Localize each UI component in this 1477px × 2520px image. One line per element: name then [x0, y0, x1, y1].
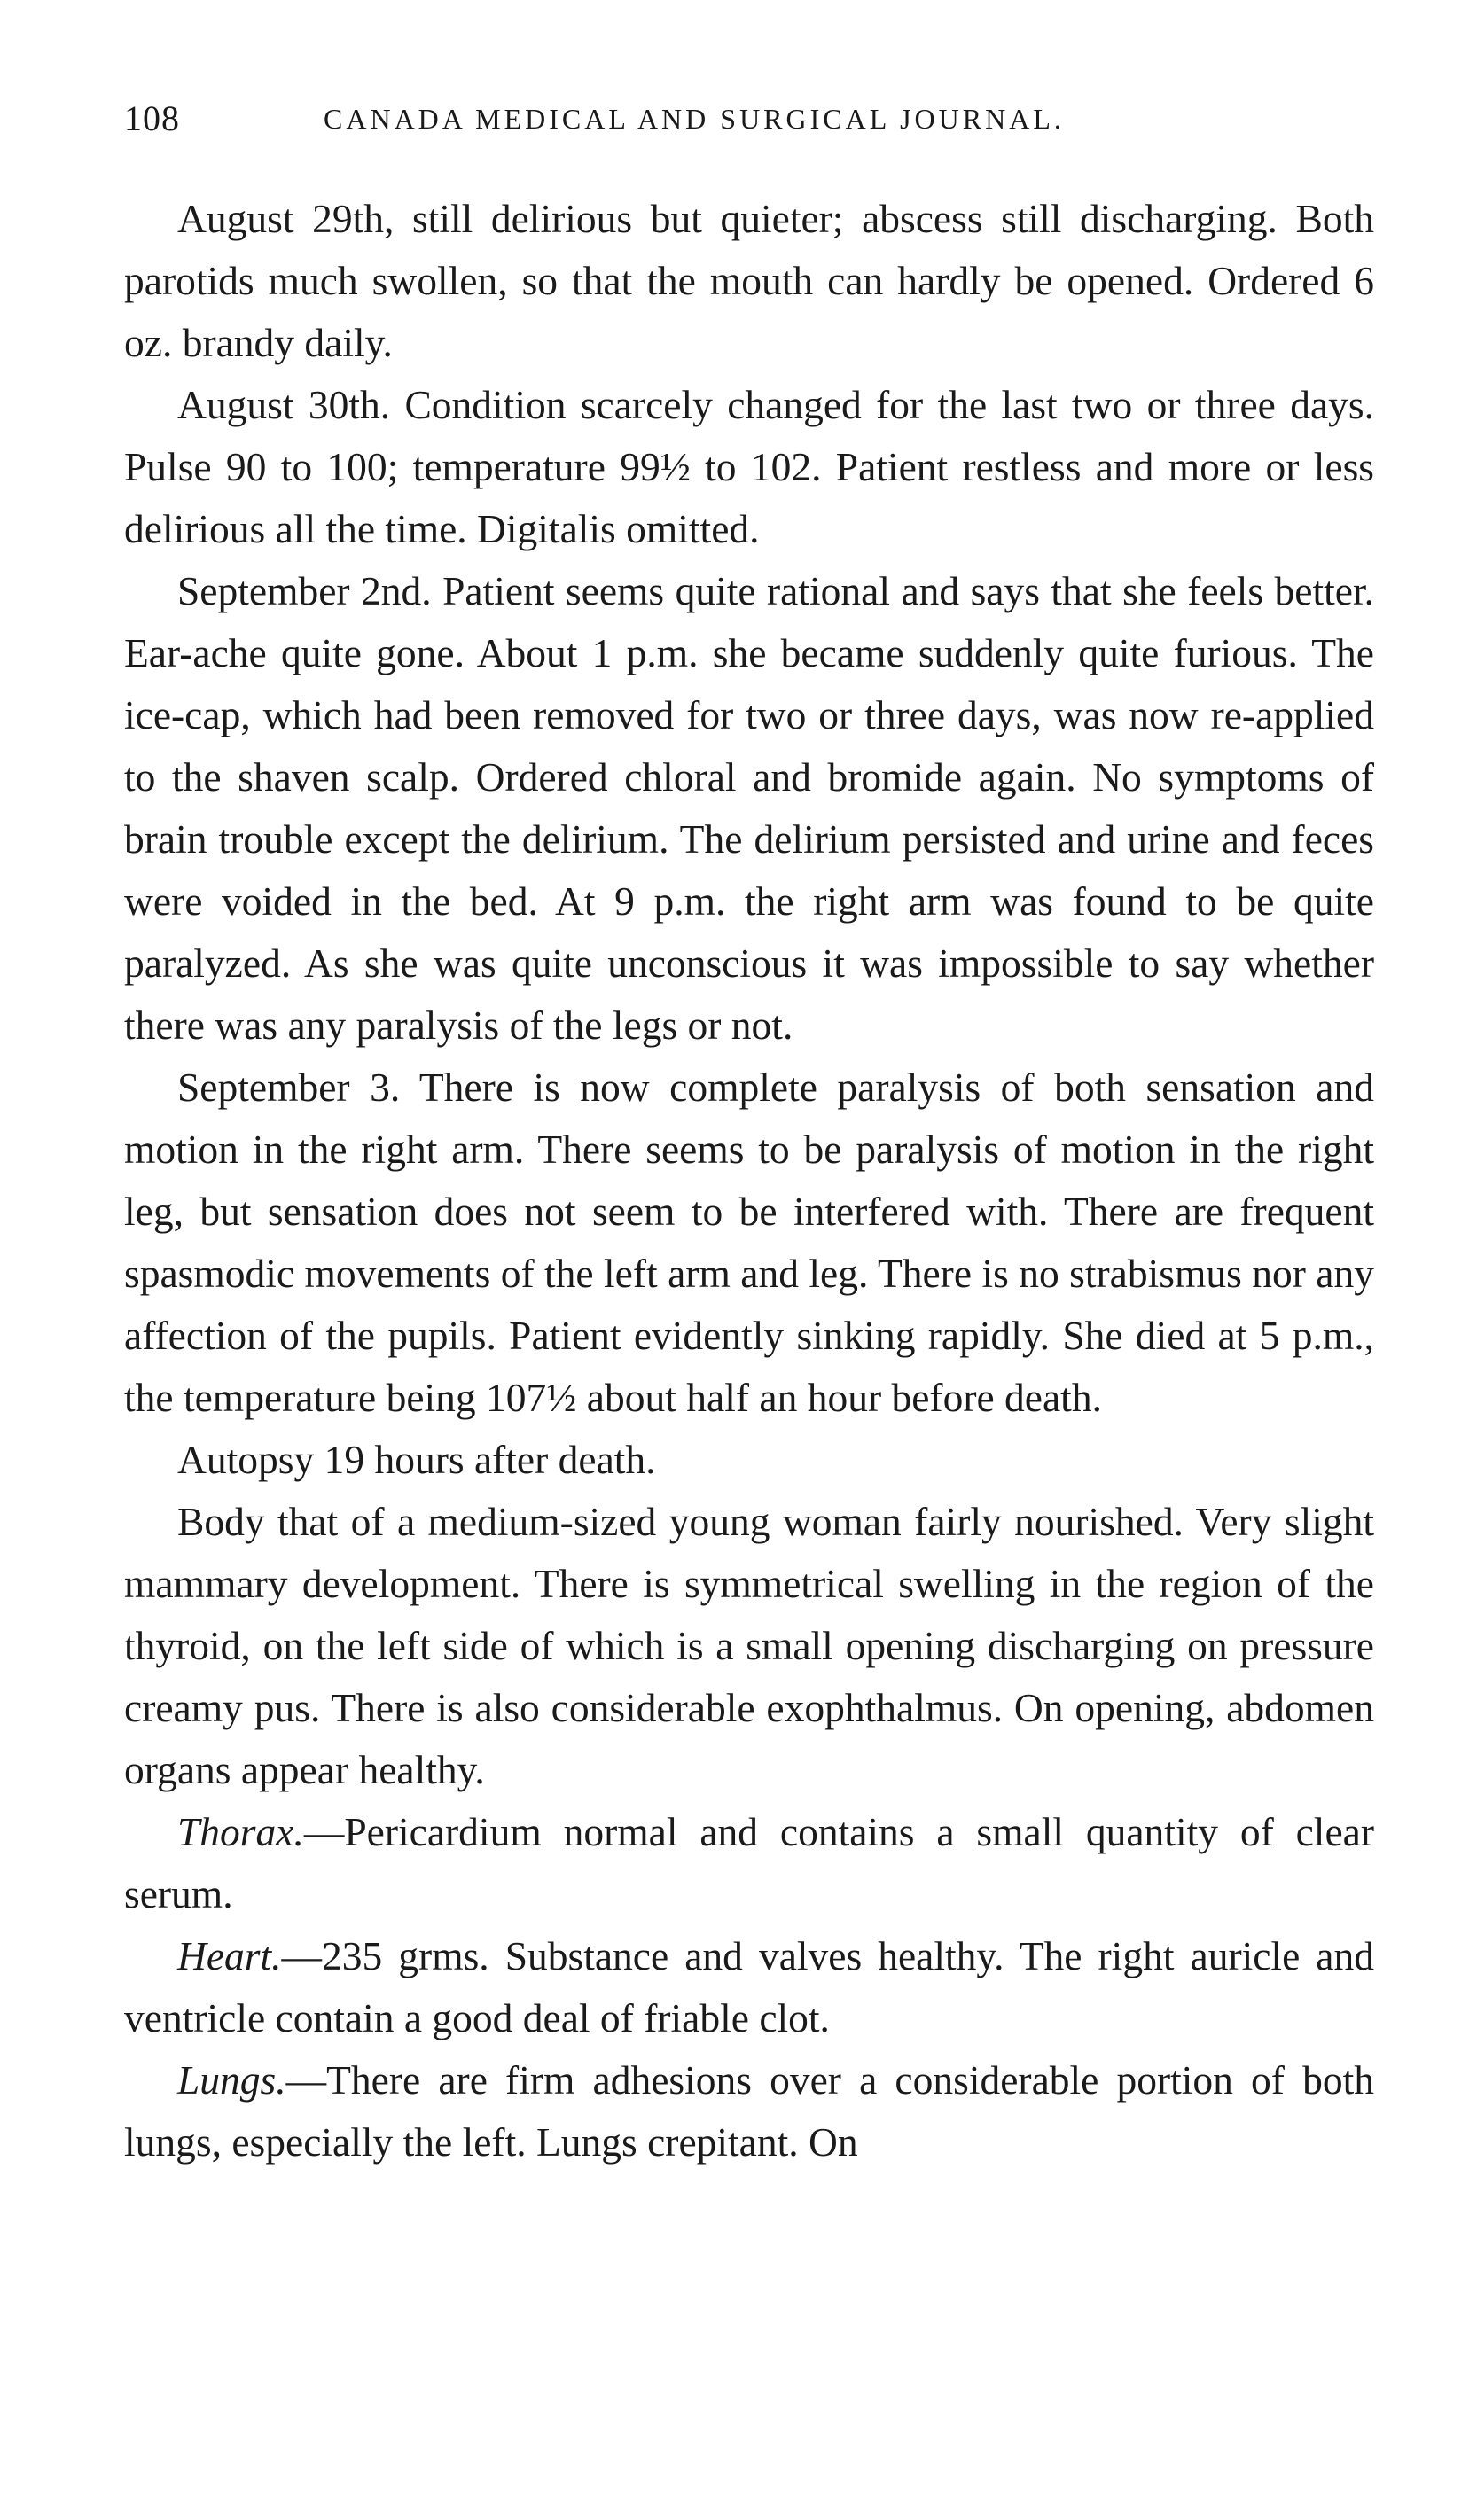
paragraph-text: —Pericardium normal and contains a small quantity of clear serum. — [124, 1809, 1374, 1916]
paragraph-text: —235 grms. Substance and valves healthy. The right auricle and ventricle contain a good deal of friable clot. — [124, 1933, 1374, 2040]
paragraph-text: —There are firm adhesions over a considerable portion of both lungs, especially the left. Lungs crepitant. On — [124, 2057, 1374, 2165]
paragraph-text: August 29th, still delirious but quieter; abscess still discharging. Both parotids much swollen, so that the mouth can hardly be opened. Ordered 6 oz. brandy daily. — [124, 196, 1374, 365]
paragraph-sep-3 — [124, 1057, 1374, 1429]
paragraph-heart — [124, 1925, 1374, 2049]
section-lead-thorax: Thorax. — [177, 1809, 304, 1854]
page-header — [124, 89, 1374, 151]
paragraph-aug-30 — [124, 374, 1374, 560]
paragraph-text: September 2nd. Patient seems quite rational and says that she feels better. Ear-ache quite gone. About 1 p.m. she became suddenly quite furious. The ice-cap, which had been removed for two or three days, was now re-applied to the shaven scalp. Ordered chloral and bromide again. No symptoms of brain trouble except the delirium. The delirium persisted and urine and feces were voided in the bed. At 9 p.m. the right arm was found to be quite paralyzed. As she was quite unconscious it was impossible to say whether there was any paralysis of the legs or not. — [124, 568, 1374, 1048]
paragraph-text: September 3. There is now complete paralysis of both sensation and motion in the right arm. There seems to be paralysis of motion in the right leg, but sensation does not seem to be interfered with. There are frequent spasmodic movements of the left arm and leg. There is no strabismus nor any affection of the pupils. Patient evidently sinking rapidly. She died at 5 p.m., the temperature being 107½ about half an hour before death. — [124, 1065, 1374, 1420]
paragraph-text: Autopsy 19 hours after death. — [177, 1437, 656, 1482]
paragraph-thorax — [124, 1801, 1374, 1925]
section-lead-lungs: Lungs. — [177, 2057, 286, 2103]
paragraph-body — [124, 1491, 1374, 1801]
document-page — [124, 89, 1374, 2482]
section-lead-heart: Heart. — [177, 1933, 282, 1978]
paragraph-sep-2 — [124, 560, 1374, 1057]
paragraph-aug-29 — [124, 188, 1374, 374]
running-title: CANADA MEDICAL AND SURGICAL JOURNAL. — [324, 103, 1065, 135]
paragraph-lungs — [124, 2049, 1374, 2173]
paragraph-text: August 30th. Condition scarcely changed for the last two or three days. Pulse 90 to 100; temperature 99½ to 102. Patient restless and more or less delirious all the time. Digitalis omitted. — [124, 382, 1374, 551]
body-text — [124, 188, 1374, 2173]
paragraph-text: Body that of a medium-sized young woman fairly nourished. Very slight mammary development. There is symmetrical swelling in the region of the thyroid, on the left side of which is a small opening discharging on pressure creamy pus. There is also considerable exophthalmus. On opening, abdomen organs appear healthy. — [124, 1499, 1374, 1792]
page-number: 108 — [124, 98, 180, 138]
paragraph-autopsy — [124, 1429, 1374, 1491]
